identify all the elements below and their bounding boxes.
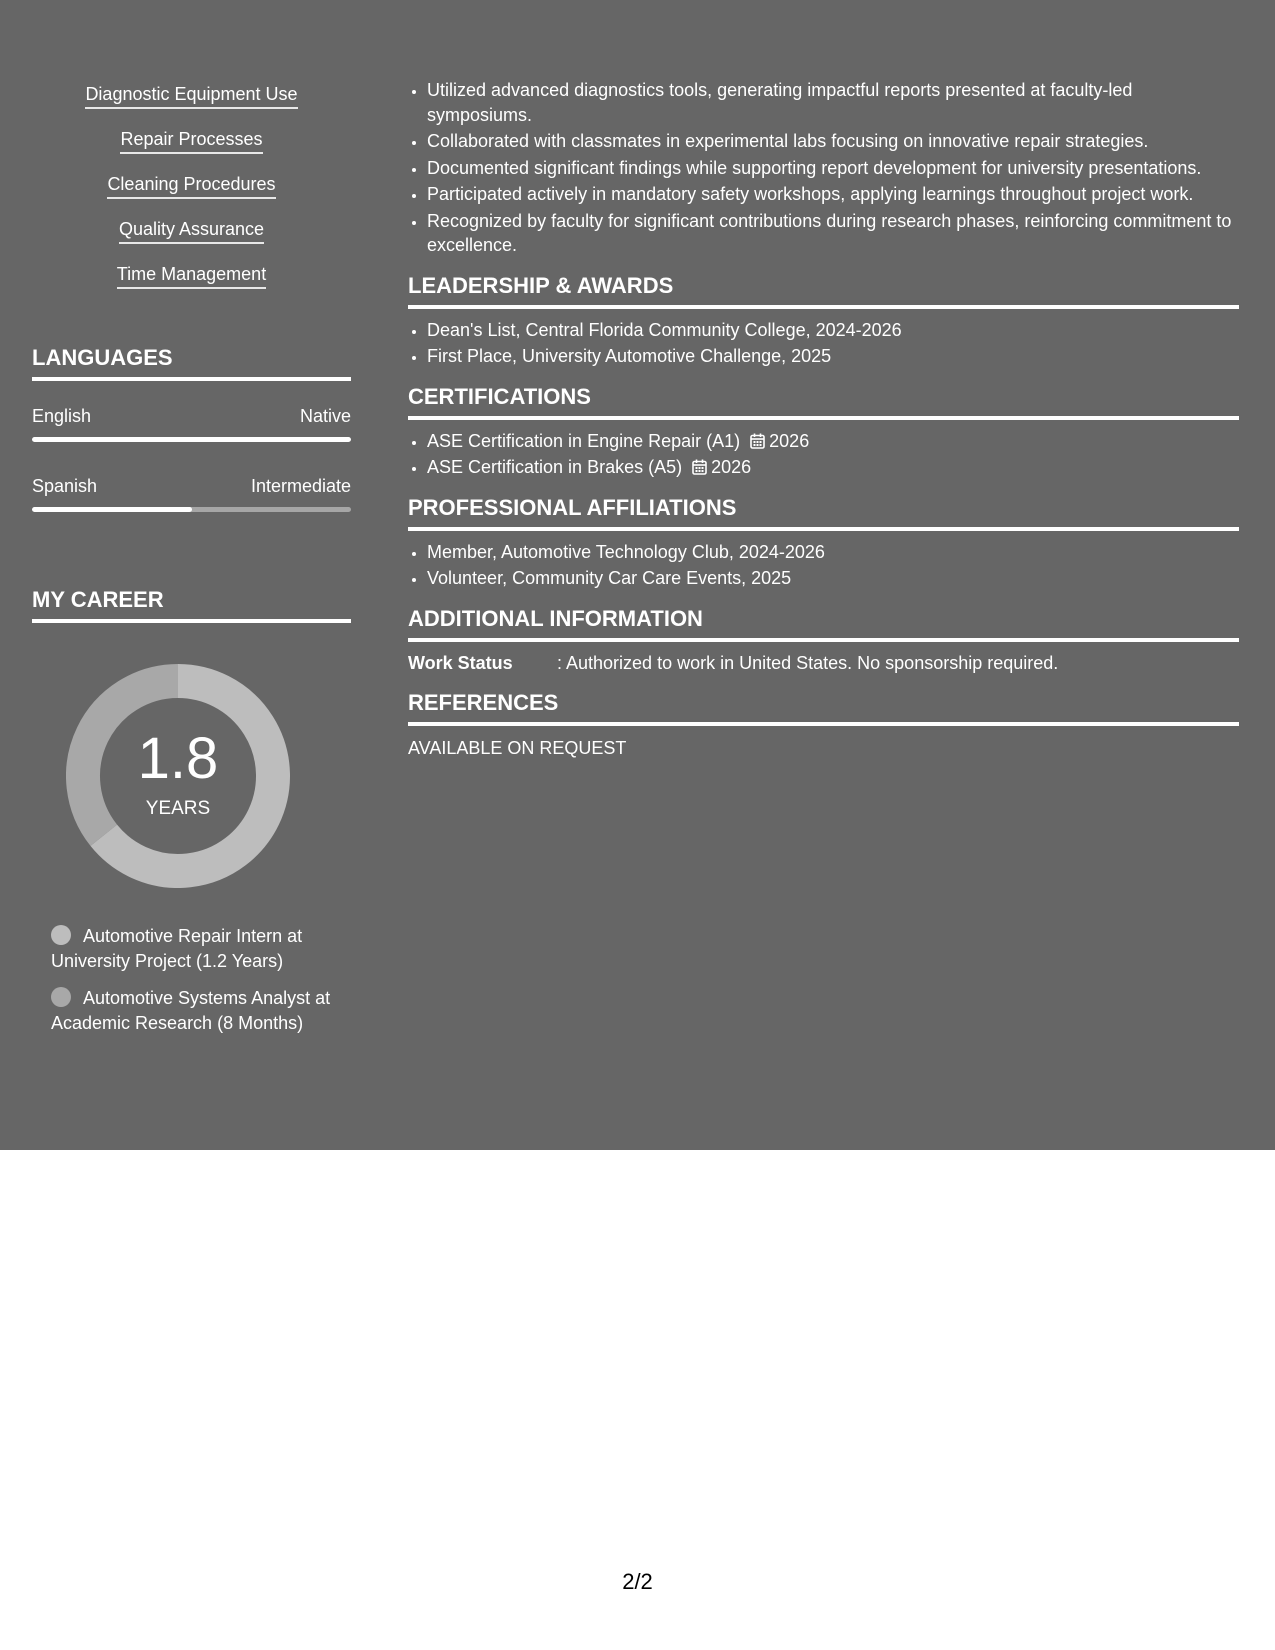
certification-name: ASE Certification in Engine Repair (A1) bbox=[427, 430, 741, 451]
career-total-unit: YEARS bbox=[145, 798, 211, 819]
languages-section bbox=[32, 344, 351, 381]
affiliations-list bbox=[408, 540, 1239, 591]
leadership-list bbox=[408, 318, 1239, 369]
leadership-item: • First Place, University Automotive Challenge, 2025 bbox=[427, 344, 1239, 369]
language-level: Native bbox=[299, 406, 351, 426]
left-column bbox=[32, 82, 351, 1033]
certifications-heading: CERTIFICATIONS bbox=[408, 383, 1239, 420]
language-row-spanish bbox=[32, 474, 351, 512]
career-entry-label: Automotive Systems Analyst at Academic Research (8 Months) bbox=[51, 988, 331, 1033]
career-heading: MY CAREER bbox=[32, 586, 351, 623]
certification-year: 2026 bbox=[711, 457, 752, 477]
additional-info-heading: ADDITIONAL INFORMATION bbox=[408, 605, 1239, 642]
experience-bullet: • Recognized by faculty for significant contributions during research phases, reinforcing commitment to excellence. bbox=[427, 209, 1239, 258]
skill-item bbox=[32, 262, 351, 290]
certification-year: 2026 bbox=[769, 430, 810, 451]
references-section bbox=[408, 689, 1239, 760]
work-status-value: : Authorized to work in United States. No sponsorship required. bbox=[557, 652, 1059, 673]
references-heading: REFERENCES bbox=[408, 689, 1239, 726]
skill-label: Repair Processes bbox=[120, 127, 262, 154]
skill-label: Diagnostic Equipment Use bbox=[85, 82, 297, 109]
leadership-item: • Dean's List, Central Florida Community College, 2024-2026 bbox=[427, 318, 1239, 343]
legend-dot-icon bbox=[51, 925, 71, 945]
language-proficiency-fill bbox=[32, 437, 351, 442]
certification-item bbox=[427, 429, 1239, 454]
certifications-list bbox=[408, 429, 1239, 480]
additional-info-section bbox=[408, 605, 1239, 675]
certification-name: ASE Certification in Brakes (A5) bbox=[427, 457, 683, 477]
calendar-icon bbox=[750, 433, 765, 449]
experience-bullet: • Collaborated with classmates in experimental labs focusing on innovative repair strategies. bbox=[427, 129, 1239, 154]
languages-heading: LANGUAGES bbox=[32, 344, 351, 381]
experience-bullet: • Utilized advanced diagnostics tools, generating impactful reports presented at faculty-led symposiums. bbox=[427, 78, 1239, 127]
career-section bbox=[32, 586, 351, 623]
leadership-heading: LEADERSHIP & AWARDS bbox=[408, 272, 1239, 309]
skill-item bbox=[32, 172, 351, 200]
career-legend-item bbox=[51, 924, 341, 973]
affiliations-section bbox=[408, 494, 1239, 591]
career-legend bbox=[51, 924, 341, 1048]
affiliations-heading: PROFESSIONAL AFFILIATIONS bbox=[408, 494, 1239, 531]
experience-bullet: • Documented significant findings while supporting report development for university presentations. bbox=[427, 156, 1239, 181]
language-row-english bbox=[32, 404, 351, 442]
experience-bullet: • Participated actively in mandatory safety workshops, applying learnings throughout project work. bbox=[427, 182, 1239, 207]
career-entry-label: Automotive Repair Intern at University Project (1.2 Years) bbox=[51, 926, 303, 971]
experience-bullets bbox=[408, 78, 1239, 258]
career-legend-item bbox=[51, 986, 341, 1035]
right-column bbox=[408, 78, 1239, 760]
career-donut-chart bbox=[66, 664, 290, 888]
page-number: 2/2 bbox=[622, 1569, 653, 1594]
affiliation-item: • Member, Automotive Technology Club, 2024-2026 bbox=[427, 540, 1239, 565]
leadership-section bbox=[408, 272, 1239, 369]
skill-item bbox=[32, 217, 351, 245]
certifications-section bbox=[408, 383, 1239, 480]
skill-item bbox=[32, 82, 351, 110]
career-total-value: 1.8 bbox=[137, 726, 219, 791]
language-level: Intermediate bbox=[250, 476, 351, 496]
work-status-row bbox=[408, 651, 1239, 675]
certification-item bbox=[427, 455, 1239, 480]
language-proficiency-bar bbox=[32, 437, 351, 442]
skill-label: Quality Assurance bbox=[119, 217, 264, 244]
skill-label: Cleaning Procedures bbox=[107, 172, 275, 199]
affiliation-item: • Volunteer, Community Car Care Events, 2025 bbox=[427, 566, 1239, 591]
references-text: AVAILABLE ON REQUEST bbox=[408, 737, 627, 758]
work-status-key: Work Status bbox=[408, 652, 513, 673]
calendar-icon bbox=[692, 459, 707, 475]
language-proficiency-bar bbox=[32, 507, 351, 512]
language-name: English bbox=[32, 406, 92, 426]
skills-list bbox=[32, 82, 351, 290]
legend-dot-icon bbox=[51, 987, 71, 1007]
skill-label: Time Management bbox=[117, 262, 266, 289]
language-name: Spanish bbox=[32, 476, 98, 496]
skill-item bbox=[32, 127, 351, 155]
language-proficiency-fill bbox=[32, 507, 192, 512]
